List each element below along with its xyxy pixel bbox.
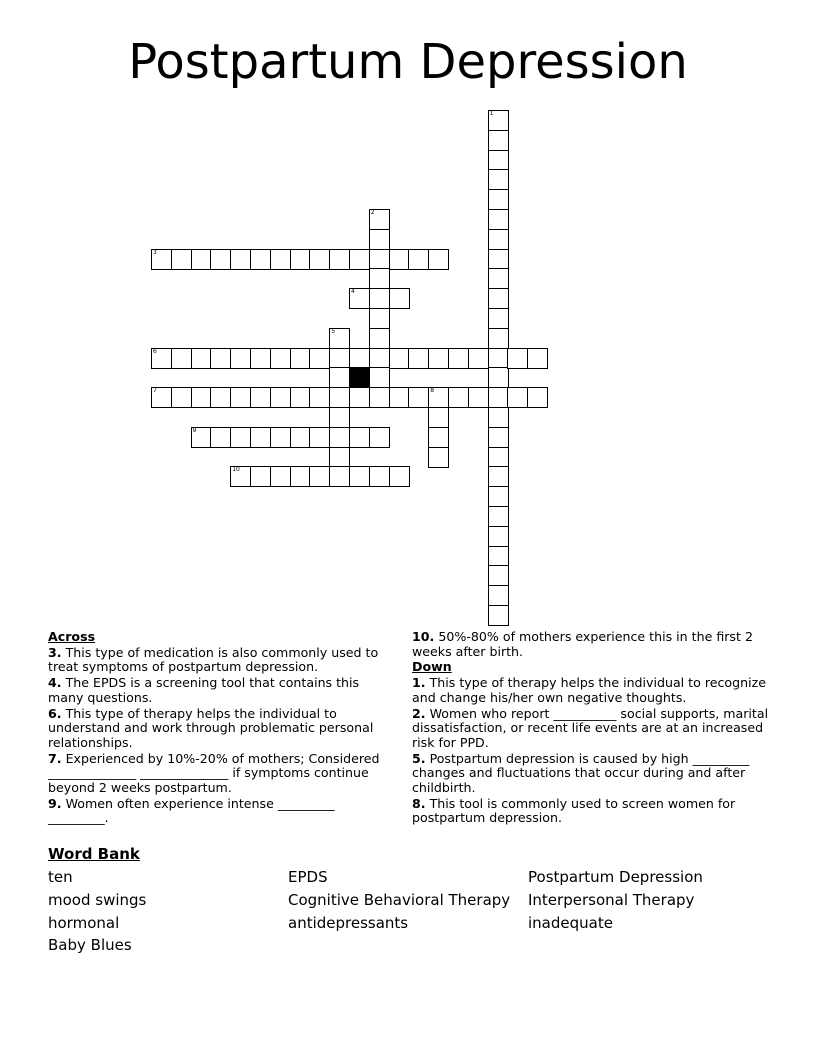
word-bank-item: antidepressants <box>288 914 409 932</box>
word-bank-item: mood swings <box>48 891 147 909</box>
crossword-cell[interactable] <box>309 427 330 448</box>
crossword-cell[interactable] <box>488 466 509 487</box>
crossword-cell[interactable] <box>191 249 212 270</box>
crossword-cell[interactable] <box>527 387 548 408</box>
crossword-cell[interactable] <box>270 387 291 408</box>
crossword-cell[interactable] <box>428 407 449 428</box>
crossword-cell[interactable] <box>448 387 469 408</box>
word-bank-title: Word Bank <box>48 845 140 863</box>
page-title: Postpartum Depression <box>128 34 688 90</box>
word-bank-item: Cognitive Behavioral Therapy <box>288 891 511 909</box>
crossword-cell[interactable] <box>428 387 449 408</box>
crossword-cell[interactable] <box>369 288 390 309</box>
clue-across-6: 6. This type of therapy helps the individual to understand and work through problematic personal relationships. <box>48 705 374 750</box>
crossword-cell[interactable] <box>230 427 251 448</box>
crossword-cell[interactable] <box>488 130 509 151</box>
crossword-cell[interactable] <box>329 466 350 487</box>
crossword-cell[interactable] <box>290 466 311 487</box>
crossword-cell[interactable] <box>369 328 390 349</box>
crossword-cell[interactable] <box>428 249 449 270</box>
crossword-cell[interactable] <box>488 348 509 369</box>
crossword-cell[interactable] <box>171 249 192 270</box>
cell-number: 1 <box>489 110 494 117</box>
crossword-cell[interactable] <box>428 447 449 468</box>
crossword-cell[interactable] <box>230 348 251 369</box>
crossword-cell[interactable] <box>290 387 311 408</box>
crossword-cell[interactable] <box>488 189 509 210</box>
crossword-cell[interactable] <box>329 387 350 408</box>
crossword-cell[interactable] <box>349 466 370 487</box>
crossword-cell[interactable] <box>488 249 509 270</box>
crossword-cell[interactable] <box>210 348 231 369</box>
clue-down-5: 5. Postpartum depression is caused by high _________ changes and fluctuations that occur during and after childbirth. <box>412 750 750 796</box>
crossword-cell[interactable] <box>448 348 469 369</box>
crossword-cell[interactable] <box>527 348 548 369</box>
crossword-cell[interactable] <box>349 387 370 408</box>
crossword-cell[interactable] <box>151 249 172 270</box>
word-bank-item: inadequate <box>528 914 613 932</box>
crossword-cell[interactable] <box>488 209 509 230</box>
crossword-cell[interactable] <box>488 150 509 171</box>
crossword-cell[interactable] <box>369 268 390 289</box>
crossword-cell[interactable] <box>488 486 509 507</box>
across-header: Across <box>48 629 96 644</box>
crossword-cell[interactable] <box>151 387 172 408</box>
cell-number: 4 <box>351 288 355 296</box>
crossword-cell[interactable] <box>250 387 271 408</box>
cell-number: 9 <box>192 426 197 434</box>
crossword-cell[interactable] <box>488 565 509 586</box>
crossword-cell[interactable] <box>408 387 429 408</box>
clue-down-1: 1. This type of therapy helps the individual to recognize and change his/her own negative thoughts. <box>412 675 766 705</box>
word-bank-item: ten <box>48 868 73 886</box>
crossword-cell[interactable] <box>290 427 311 448</box>
crossword-cell[interactable] <box>171 387 192 408</box>
crossword-cell[interactable] <box>329 407 350 428</box>
crossword-cell[interactable] <box>428 348 449 369</box>
crossword-cell[interactable] <box>309 387 330 408</box>
crossword-cell[interactable] <box>488 546 509 567</box>
crossword-cell[interactable] <box>329 348 350 369</box>
word-bank-item: Baby Blues <box>48 936 132 954</box>
crossword-cell[interactable] <box>389 249 410 270</box>
crossword-cell[interactable] <box>171 348 192 369</box>
crossword-cell[interactable] <box>369 249 390 270</box>
crossword-cell[interactable] <box>270 249 291 270</box>
word-bank-item: Interpersonal Therapy <box>528 891 695 909</box>
black-cell <box>349 367 370 388</box>
crossword-cell[interactable] <box>408 249 429 270</box>
crossword-cell[interactable] <box>488 169 509 190</box>
crossword-cell[interactable] <box>210 387 231 408</box>
crossword-cell[interactable] <box>349 348 370 369</box>
crossword-cell[interactable] <box>428 427 449 448</box>
crossword-cell[interactable] <box>270 427 291 448</box>
cell-number: 5 <box>331 327 336 335</box>
crossword-cell[interactable] <box>210 249 231 270</box>
crossword-cell[interactable] <box>389 466 410 487</box>
crossword-cell[interactable] <box>369 348 390 369</box>
crossword-cell[interactable] <box>309 466 330 487</box>
clues-right-column <box>412 629 772 826</box>
clue-across-7: 7. Experienced by 10%-20% of mothers; Considered ______________ ______________ if symptoms continue beyond 2 weeks postpartum. <box>48 750 380 796</box>
crossword-cell[interactable] <box>468 348 489 369</box>
crossword-cell[interactable] <box>191 387 212 408</box>
word-bank-item: hormonal <box>48 914 120 932</box>
crossword-cell[interactable] <box>369 367 390 388</box>
crossword-cell[interactable] <box>369 387 390 408</box>
crossword-cell[interactable] <box>488 605 509 626</box>
crossword-cell[interactable] <box>488 268 509 289</box>
crossword-cell[interactable] <box>408 348 429 369</box>
word-bank-item: EPDS <box>288 868 328 886</box>
crossword-cell[interactable] <box>191 348 212 369</box>
crossword-cell[interactable] <box>309 348 330 369</box>
crossword-cell[interactable] <box>369 427 390 448</box>
crossword-cell[interactable] <box>309 249 330 270</box>
crossword-cell[interactable] <box>488 308 509 329</box>
crossword-cell[interactable] <box>250 427 271 448</box>
crossword-cell[interactable] <box>488 387 509 408</box>
crossword-cell[interactable] <box>507 348 528 369</box>
clue-across-9: 9. Women often experience intense _________ _________. <box>48 795 335 826</box>
crossword-cell[interactable] <box>488 506 509 527</box>
down-header: Down <box>412 659 452 675</box>
crossword-cell[interactable] <box>488 328 509 349</box>
clues-left-column <box>48 629 393 826</box>
crossword-cell[interactable] <box>349 427 370 448</box>
crossword-cell[interactable] <box>488 367 509 388</box>
crossword-cell[interactable] <box>329 447 350 468</box>
crossword-cell[interactable] <box>369 308 390 329</box>
crossword-cell[interactable] <box>468 387 489 408</box>
crossword-cell[interactable] <box>270 348 291 369</box>
crossword-cell[interactable] <box>230 466 251 487</box>
crossword-cell[interactable] <box>290 249 311 270</box>
crossword-cell[interactable] <box>250 348 271 369</box>
clue-across-4: 4. The EPDS is a screening tool that contains this many questions. <box>48 675 360 705</box>
crossword-cell[interactable] <box>488 447 509 468</box>
crossword-cell[interactable] <box>210 427 231 448</box>
crossword-cell[interactable] <box>389 288 410 309</box>
cell-number: 7 <box>153 387 157 395</box>
word-bank-item: Postpartum Depression <box>528 868 703 886</box>
crossword-cell[interactable] <box>349 288 370 309</box>
crossword-cell[interactable] <box>250 466 271 487</box>
crossword-cell[interactable] <box>389 348 410 369</box>
crossword-cell[interactable] <box>329 427 350 448</box>
cell-number: 8 <box>430 387 435 395</box>
crossword-cell[interactable] <box>290 348 311 369</box>
cell-number: 6 <box>153 347 157 355</box>
clue-down-2: 2. Women who report __________ social supports, marital dissatisfaction, or recent life events are at an increased risk for PPD. <box>412 705 769 750</box>
cell-number: 2 <box>370 209 375 216</box>
crossword-cell[interactable] <box>230 387 251 408</box>
clue-across-10: 10. 50%-80% of mothers experience this in the first 2 weeks after birth. <box>412 629 753 659</box>
crossword-cell[interactable] <box>488 427 509 448</box>
crossword-cell[interactable] <box>488 526 509 547</box>
crossword-cell[interactable] <box>151 348 172 369</box>
crossword-cell[interactable] <box>488 407 509 428</box>
crossword-cell[interactable] <box>349 249 370 270</box>
cell-number: 3 <box>153 248 157 256</box>
crossword-cell[interactable] <box>369 229 390 250</box>
clue-across-3: 3. This type of medication is also commonly used to treat symptoms of postpartum depression. <box>48 644 379 675</box>
crossword-cell[interactable] <box>270 466 291 487</box>
crossword-cell[interactable] <box>488 229 509 250</box>
crossword-cell[interactable] <box>507 387 528 408</box>
crossword-cell[interactable] <box>329 249 350 270</box>
crossword-cell[interactable] <box>250 249 271 270</box>
crossword-cell[interactable] <box>488 585 509 606</box>
crossword-cell[interactable] <box>389 387 410 408</box>
cell-number: 10 <box>232 466 240 474</box>
crossword-cell[interactable] <box>369 209 390 230</box>
crossword-cell[interactable] <box>488 288 509 309</box>
crossword-cell[interactable] <box>369 466 390 487</box>
crossword-cell[interactable] <box>488 110 509 131</box>
crossword-cell[interactable] <box>329 328 350 349</box>
crossword-cell[interactable] <box>329 367 350 388</box>
clue-down-8: 8. This tool is commonly used to screen women for postpartum depression. <box>412 795 736 826</box>
crossword-cell[interactable] <box>191 427 212 448</box>
crossword-cell[interactable] <box>230 249 251 270</box>
